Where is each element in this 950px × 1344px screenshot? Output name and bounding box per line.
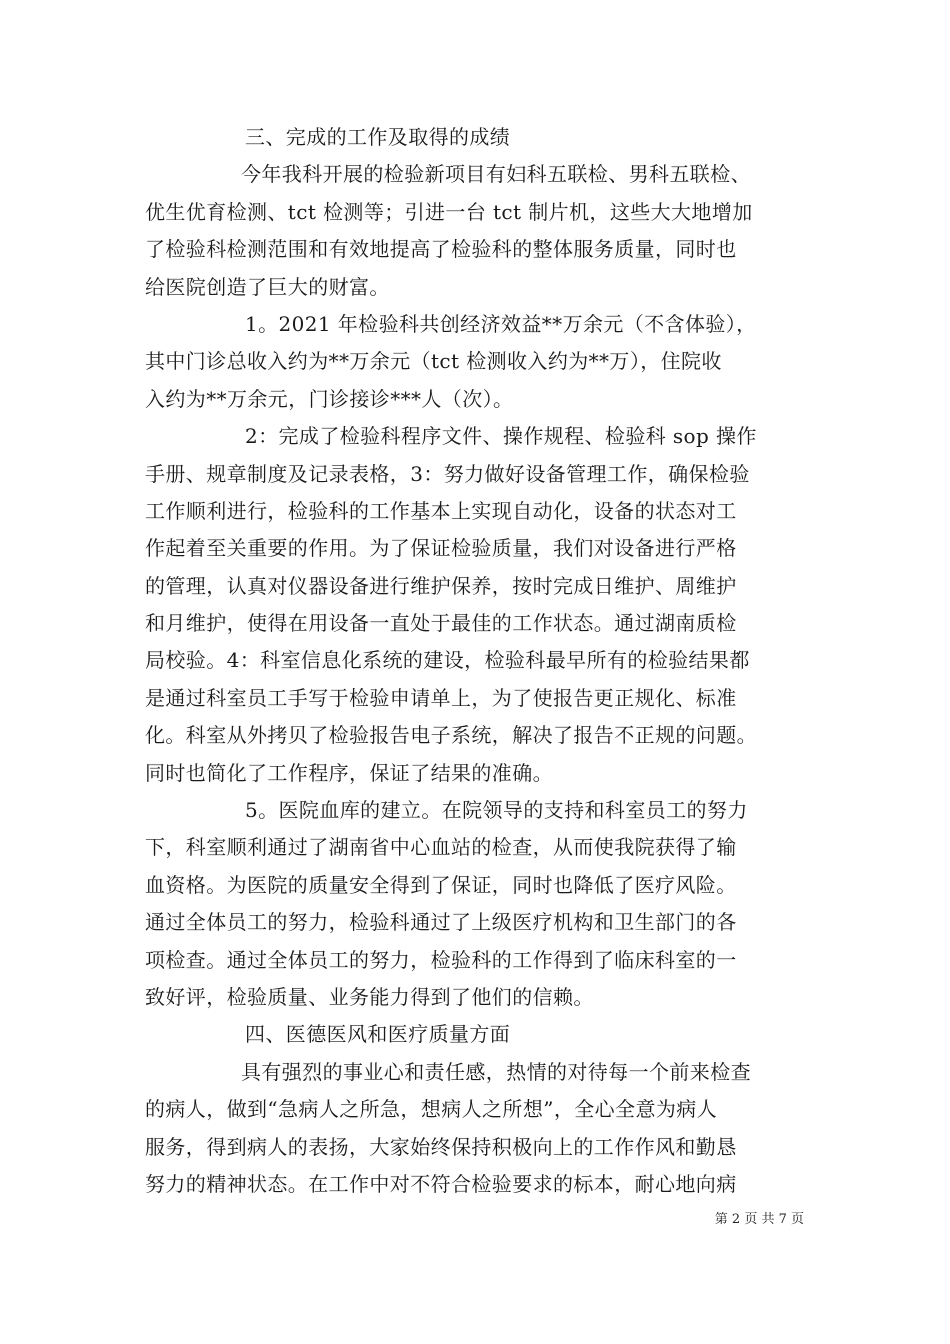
document-body — [145, 119, 805, 1203]
paragraph-line: 努力的精神状态。在工作中对不符合检验要求的标本，耐心地向病 — [145, 1171, 737, 1196]
paragraph-line: 局校验。4：科室信息化系统的建设，检验科最早所有的检验结果都 — [145, 648, 750, 673]
paragraph-line: 致好评，检验质量、业务能力得到了他们的信赖。 — [145, 984, 594, 1009]
paragraph-line: 项检查。通过全体员工的努力，检验科的工作得到了临床科室的一 — [145, 947, 737, 972]
paragraph-line: 的病人，做到“急病人之所急，想病人之所想”，全心全意为病人 — [145, 1097, 718, 1122]
paragraph-line: 5。医院血库的建立。在院领导的支持和科室员工的努力 — [245, 798, 748, 823]
page-number-footer: 第 2 页 共 7 页 — [714, 1212, 804, 1227]
section-heading-4: 四、医德医风和医疗质量方面 — [245, 1022, 511, 1047]
paragraph-line: 手册、规章制度及记录表格，3：努力做好设备管理工作，确保检验 — [145, 461, 750, 486]
paragraph-line: 下，科室顺利通过了湖南省中心血站的检查，从而使我院获得了输 — [145, 835, 737, 860]
paragraph-line: 优生优育检测、tct 检测等；引进一台 tct 制片机，这些大大地增加 — [145, 199, 753, 224]
paragraph-line: 其中门诊总收入约为**万余元（tct 检测收入约为**万），住院收 — [145, 349, 722, 374]
paragraph-line: 的管理，认真对仪器设备进行维护保养，按时完成日维护、周维护 — [145, 573, 737, 598]
paragraph-line: 入约为**万余元，门诊接诊***人（次）。 — [145, 386, 514, 411]
paragraph-line: 化。科室从外拷贝了检验报告电子系统，解决了报告不正规的问题。 — [145, 723, 757, 748]
paragraph-line: 今年我科开展的检验新项目有妇科五联检、男科五联检、 — [241, 162, 751, 187]
paragraph-line: 通过全体员工的努力，检验科通过了上级医疗机构和卫生部门的各 — [145, 910, 737, 935]
paragraph-line: 工作顺利进行，检验科的工作基本上实现自动化，设备的状态对工 — [145, 498, 737, 523]
paragraph-line: 血资格。为医院的质量安全得到了保证，同时也降低了医疗风险。 — [145, 872, 737, 897]
section-heading-3: 三、完成的工作及取得的成绩 — [245, 125, 511, 149]
paragraph-line: 给医院创造了巨大的财富。 — [145, 274, 390, 299]
paragraph-line: 了检验科检测范围和有效地提高了检验科的整体服务质量，同时也 — [145, 237, 737, 262]
paragraph-line: 具有强烈的事业心和责任感，热情的对待每一个前来检查 — [241, 1059, 751, 1084]
paragraph-line: 同时也简化了工作程序，保证了结果的准确。 — [145, 760, 553, 785]
paragraph-line: 2：完成了检验科程序文件、操作规程、检验科 sop 操作 — [245, 424, 757, 449]
paragraph-line: 1。2021 年检验科共创经济效益**万余元（不含体验）， — [245, 311, 757, 336]
paragraph-line: 和月维护，使得在用设备一直处于最佳的工作状态。通过湖南质检 — [145, 611, 737, 636]
paragraph-line: 是通过科室员工手写于检验申请单上，为了使报告更正规化、标准 — [145, 685, 737, 710]
paragraph-line: 作起着至关重要的作用。为了保证检验质量，我们对设备进行严格 — [145, 536, 737, 561]
paragraph-line: 服务，得到病人的表扬，大家始终保持积极向上的工作作风和勤恳 — [145, 1134, 737, 1159]
